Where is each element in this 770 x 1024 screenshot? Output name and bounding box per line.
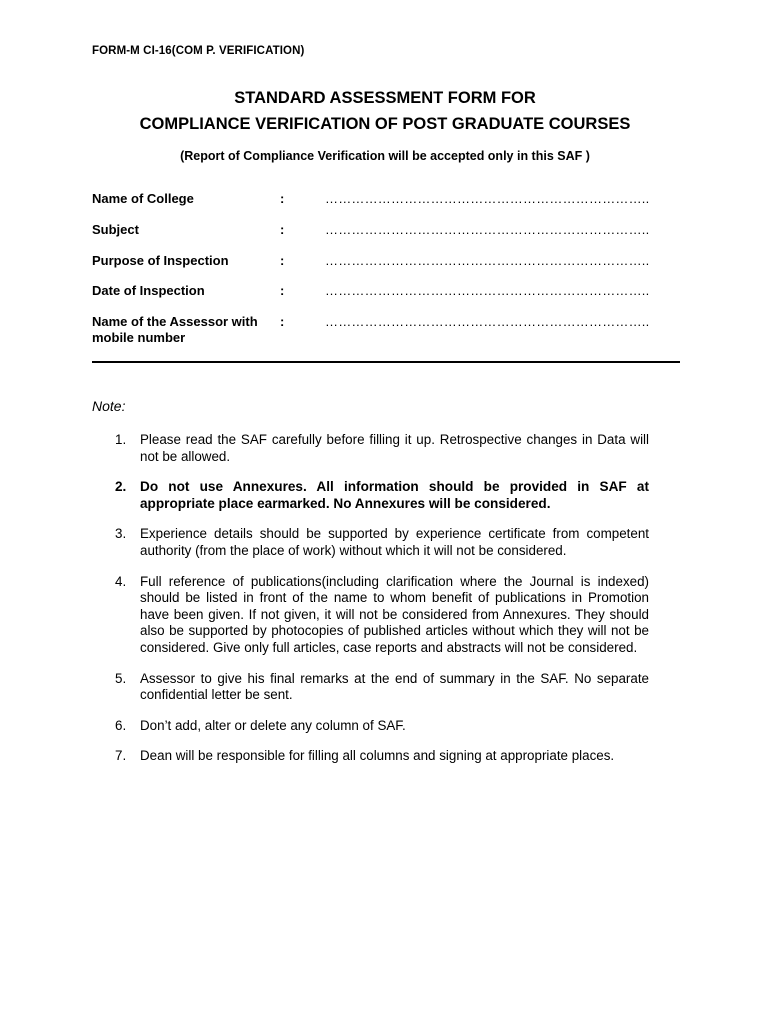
page-title-line2: COMPLIANCE VERIFICATION OF POST GRADUATE COURSES xyxy=(139,115,631,133)
field-label-purpose: Purpose of Inspection xyxy=(92,253,229,268)
note-item xyxy=(92,748,649,765)
field-colon: : xyxy=(280,283,285,298)
note-item xyxy=(92,574,649,657)
note-text: Experience details should be supported by experience certificate from competent authority (from the place of work) without which it will not be considered. xyxy=(140,526,649,558)
note-item xyxy=(92,718,649,735)
note-item xyxy=(92,479,649,512)
field-blank-date[interactable]: ……………………………………………………………….. xyxy=(325,283,650,298)
form-code: FORM-M CI-16(COM P. VERIFICATION) xyxy=(92,45,305,57)
field-label-assessor: Name of the Assessor with mobile number xyxy=(92,314,258,345)
field-colon: : xyxy=(280,314,285,329)
note-number: 4. xyxy=(115,573,127,589)
note-heading: Note: xyxy=(92,398,126,414)
field-colon: : xyxy=(280,191,285,206)
note-number: 7. xyxy=(115,748,127,764)
note-text: Do not use Annexures. All information should be provided in SAF at appropriate place earmarked. No Annexures will be considered. xyxy=(140,479,649,511)
note-item xyxy=(92,432,649,465)
notes-list xyxy=(92,432,649,779)
field-label-subject: Subject xyxy=(92,222,139,237)
field-colon: : xyxy=(280,253,285,268)
field-blank-purpose[interactable]: ……………………………………………………………….. xyxy=(325,253,650,268)
field-blank-assessor[interactable]: ……………………………………………………………….. xyxy=(325,314,650,329)
page-title-line1: STANDARD ASSESSMENT FORM FOR xyxy=(234,89,536,107)
note-number: 2. xyxy=(115,479,127,495)
note-text: Don’t add, alter or delete any column of SAF. xyxy=(140,717,406,733)
note-text: Dean will be responsible for filling all columns and signing at appropriate places. xyxy=(140,748,615,764)
note-text: Please read the SAF carefully before filling it up. Retrospective changes in Data will not be allowed. xyxy=(140,432,649,464)
field-colon: : xyxy=(280,222,285,237)
field-label-college: Name of College xyxy=(92,191,194,206)
note-number: 5. xyxy=(115,670,127,686)
field-label-date: Date of Inspection xyxy=(92,283,205,298)
note-number: 3. xyxy=(115,526,127,542)
note-text: Full reference of publications(including clarification where the Journal is indexed) should be listed in front of the name to whom benefit of publications in Promotion have been given. If not given, it will not be considered from Annexures. They should also be supported by photocopies of published articles without which they will not be considered. Give only full articles, case reports and abstracts will not be considered. xyxy=(140,573,649,655)
field-blank-subject[interactable]: ……………………………………………………………….. xyxy=(325,222,650,237)
note-text: Assessor to give his final remarks at the end of summary in the SAF. No separate confidential letter be sent. xyxy=(140,670,649,703)
note-item xyxy=(92,671,649,704)
note-item xyxy=(92,526,649,559)
note-number: 6. xyxy=(115,717,127,733)
field-blank-college[interactable]: ……………………………………………………………….. xyxy=(325,191,650,206)
note-number: 1. xyxy=(115,432,127,447)
compliance-subnote: (Report of Compliance Verification will be accepted only in this SAF ) xyxy=(180,149,590,163)
section-divider xyxy=(92,361,680,363)
